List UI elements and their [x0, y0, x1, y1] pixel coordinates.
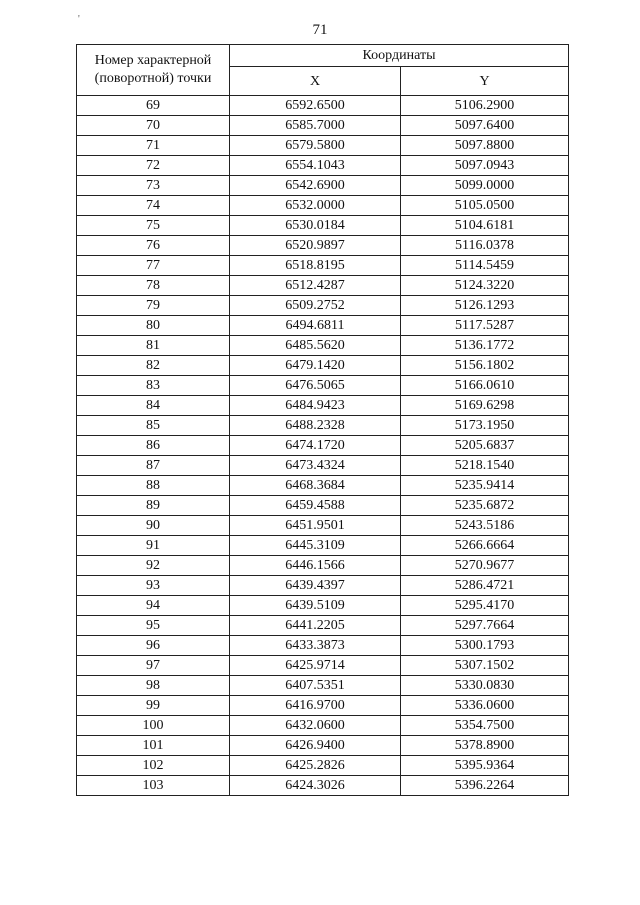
x-coordinate-cell: 6425.2826	[230, 756, 401, 776]
table-row	[77, 176, 569, 196]
table-row	[77, 216, 569, 236]
header-x: X	[230, 67, 401, 96]
table-row	[77, 116, 569, 136]
x-coordinate-cell: 6592.6500	[230, 96, 401, 116]
x-coordinate-cell: 6479.1420	[230, 356, 401, 376]
x-coordinate-cell: 6579.5800	[230, 136, 401, 156]
point-number-cell: 81	[77, 336, 230, 356]
table-row	[77, 516, 569, 536]
y-coordinate-cell: 5116.0378	[401, 236, 569, 256]
x-coordinate-cell: 6445.3109	[230, 536, 401, 556]
x-coordinate-cell: 6542.6900	[230, 176, 401, 196]
table-row	[77, 616, 569, 636]
y-coordinate-cell: 5126.1293	[401, 296, 569, 316]
x-coordinate-cell: 6432.0600	[230, 716, 401, 736]
point-number-cell: 85	[77, 416, 230, 436]
y-coordinate-cell: 5104.6181	[401, 216, 569, 236]
point-number-cell: 76	[77, 236, 230, 256]
x-coordinate-cell: 6485.5620	[230, 336, 401, 356]
corner-mark: '	[78, 14, 80, 25]
table-header	[77, 45, 569, 96]
y-coordinate-cell: 5117.5287	[401, 316, 569, 336]
y-coordinate-cell: 5300.1793	[401, 636, 569, 656]
table-row	[77, 356, 569, 376]
point-number-cell: 86	[77, 436, 230, 456]
point-number-cell: 69	[77, 96, 230, 116]
x-coordinate-cell: 6426.9400	[230, 736, 401, 756]
header-coordinates: Координаты	[230, 45, 569, 67]
point-number-cell: 72	[77, 156, 230, 176]
y-coordinate-cell: 5099.0000	[401, 176, 569, 196]
x-coordinate-cell: 6459.4588	[230, 496, 401, 516]
y-coordinate-cell: 5243.5186	[401, 516, 569, 536]
point-number-cell: 101	[77, 736, 230, 756]
table-row	[77, 196, 569, 216]
y-coordinate-cell: 5218.1540	[401, 456, 569, 476]
x-coordinate-cell: 6439.4397	[230, 576, 401, 596]
y-coordinate-cell: 5124.3220	[401, 276, 569, 296]
page-number: 71	[312, 22, 328, 38]
table-row	[77, 336, 569, 356]
y-coordinate-cell: 5235.6872	[401, 496, 569, 516]
x-coordinate-cell: 6439.5109	[230, 596, 401, 616]
y-coordinate-cell: 5097.6400	[401, 116, 569, 136]
y-coordinate-cell: 5396.2264	[401, 776, 569, 796]
table-row	[77, 236, 569, 256]
table-row	[77, 436, 569, 456]
table-row	[77, 256, 569, 276]
x-coordinate-cell: 6520.9897	[230, 236, 401, 256]
x-coordinate-cell: 6424.3026	[230, 776, 401, 796]
point-number-cell: 78	[77, 276, 230, 296]
table-row	[77, 776, 569, 796]
table-row	[77, 316, 569, 336]
point-number-cell: 102	[77, 756, 230, 776]
table-row	[77, 276, 569, 296]
header-point-number: Номер характерной (поворотной) точки	[77, 45, 230, 96]
y-coordinate-cell: 5166.0610	[401, 376, 569, 396]
point-number-cell: 91	[77, 536, 230, 556]
table-row	[77, 536, 569, 556]
y-coordinate-cell: 5295.4170	[401, 596, 569, 616]
table-row	[77, 376, 569, 396]
point-number-cell: 89	[77, 496, 230, 516]
point-number-cell: 70	[77, 116, 230, 136]
point-number-cell: 79	[77, 296, 230, 316]
y-coordinate-cell: 5205.6837	[401, 436, 569, 456]
y-coordinate-cell: 5307.1502	[401, 656, 569, 676]
y-coordinate-cell: 5114.5459	[401, 256, 569, 276]
x-coordinate-cell: 6425.9714	[230, 656, 401, 676]
x-coordinate-cell: 6416.9700	[230, 696, 401, 716]
table-row	[77, 456, 569, 476]
point-number-cell: 103	[77, 776, 230, 796]
x-coordinate-cell: 6433.3873	[230, 636, 401, 656]
x-coordinate-cell: 6512.4287	[230, 276, 401, 296]
y-coordinate-cell: 5235.9414	[401, 476, 569, 496]
x-coordinate-cell: 6530.0184	[230, 216, 401, 236]
point-number-cell: 88	[77, 476, 230, 496]
x-coordinate-cell: 6407.5351	[230, 676, 401, 696]
x-coordinate-cell: 6474.1720	[230, 436, 401, 456]
header-y: Y	[401, 67, 569, 96]
y-coordinate-cell: 5173.1950	[401, 416, 569, 436]
table-body	[77, 96, 569, 796]
point-number-cell: 83	[77, 376, 230, 396]
x-coordinate-cell: 6585.7000	[230, 116, 401, 136]
y-coordinate-cell: 5297.7664	[401, 616, 569, 636]
x-coordinate-cell: 6554.1043	[230, 156, 401, 176]
x-coordinate-cell: 6518.8195	[230, 256, 401, 276]
table-row	[77, 136, 569, 156]
x-coordinate-cell: 6532.0000	[230, 196, 401, 216]
y-coordinate-cell: 5156.1802	[401, 356, 569, 376]
table-row	[77, 416, 569, 436]
x-coordinate-cell: 6488.2328	[230, 416, 401, 436]
y-coordinate-cell: 5395.9364	[401, 756, 569, 776]
point-number-cell: 99	[77, 696, 230, 716]
point-number-cell: 74	[77, 196, 230, 216]
x-coordinate-cell: 6509.2752	[230, 296, 401, 316]
point-number-cell: 93	[77, 576, 230, 596]
point-number-cell: 71	[77, 136, 230, 156]
table-row	[77, 756, 569, 776]
point-number-cell: 95	[77, 616, 230, 636]
table-row	[77, 696, 569, 716]
point-number-cell: 92	[77, 556, 230, 576]
x-coordinate-cell: 6451.9501	[230, 516, 401, 536]
table-row	[77, 736, 569, 756]
y-coordinate-cell: 5354.7500	[401, 716, 569, 736]
table-row	[77, 556, 569, 576]
table-row	[77, 296, 569, 316]
table-row	[77, 656, 569, 676]
table-row	[77, 496, 569, 516]
point-number-cell: 77	[77, 256, 230, 276]
y-coordinate-cell: 5336.0600	[401, 696, 569, 716]
y-coordinate-cell: 5097.0943	[401, 156, 569, 176]
y-coordinate-cell: 5105.0500	[401, 196, 569, 216]
x-coordinate-cell: 6473.4324	[230, 456, 401, 476]
table-row	[77, 476, 569, 496]
y-coordinate-cell: 5136.1772	[401, 336, 569, 356]
point-number-cell: 90	[77, 516, 230, 536]
x-coordinate-cell: 6476.5065	[230, 376, 401, 396]
x-coordinate-cell: 6484.9423	[230, 396, 401, 416]
y-coordinate-cell: 5266.6664	[401, 536, 569, 556]
coordinates-table	[76, 44, 569, 796]
point-number-cell: 75	[77, 216, 230, 236]
y-coordinate-cell: 5270.9677	[401, 556, 569, 576]
point-number-cell: 80	[77, 316, 230, 336]
point-number-cell: 87	[77, 456, 230, 476]
table-row	[77, 156, 569, 176]
table-row	[77, 676, 569, 696]
point-number-cell: 97	[77, 656, 230, 676]
y-coordinate-cell: 5106.2900	[401, 96, 569, 116]
y-coordinate-cell: 5378.8900	[401, 736, 569, 756]
table-row	[77, 576, 569, 596]
point-number-cell: 100	[77, 716, 230, 736]
point-number-cell: 98	[77, 676, 230, 696]
point-number-cell: 82	[77, 356, 230, 376]
y-coordinate-cell: 5330.0830	[401, 676, 569, 696]
table-row	[77, 716, 569, 736]
table-row	[77, 636, 569, 656]
y-coordinate-cell: 5286.4721	[401, 576, 569, 596]
y-coordinate-cell: 5169.6298	[401, 396, 569, 416]
point-number-cell: 84	[77, 396, 230, 416]
x-coordinate-cell: 6446.1566	[230, 556, 401, 576]
x-coordinate-cell: 6441.2205	[230, 616, 401, 636]
point-number-cell: 96	[77, 636, 230, 656]
point-number-cell: 73	[77, 176, 230, 196]
table-row	[77, 396, 569, 416]
x-coordinate-cell: 6494.6811	[230, 316, 401, 336]
y-coordinate-cell: 5097.8800	[401, 136, 569, 156]
table-row	[77, 96, 569, 116]
table-row	[77, 596, 569, 616]
point-number-cell: 94	[77, 596, 230, 616]
x-coordinate-cell: 6468.3684	[230, 476, 401, 496]
